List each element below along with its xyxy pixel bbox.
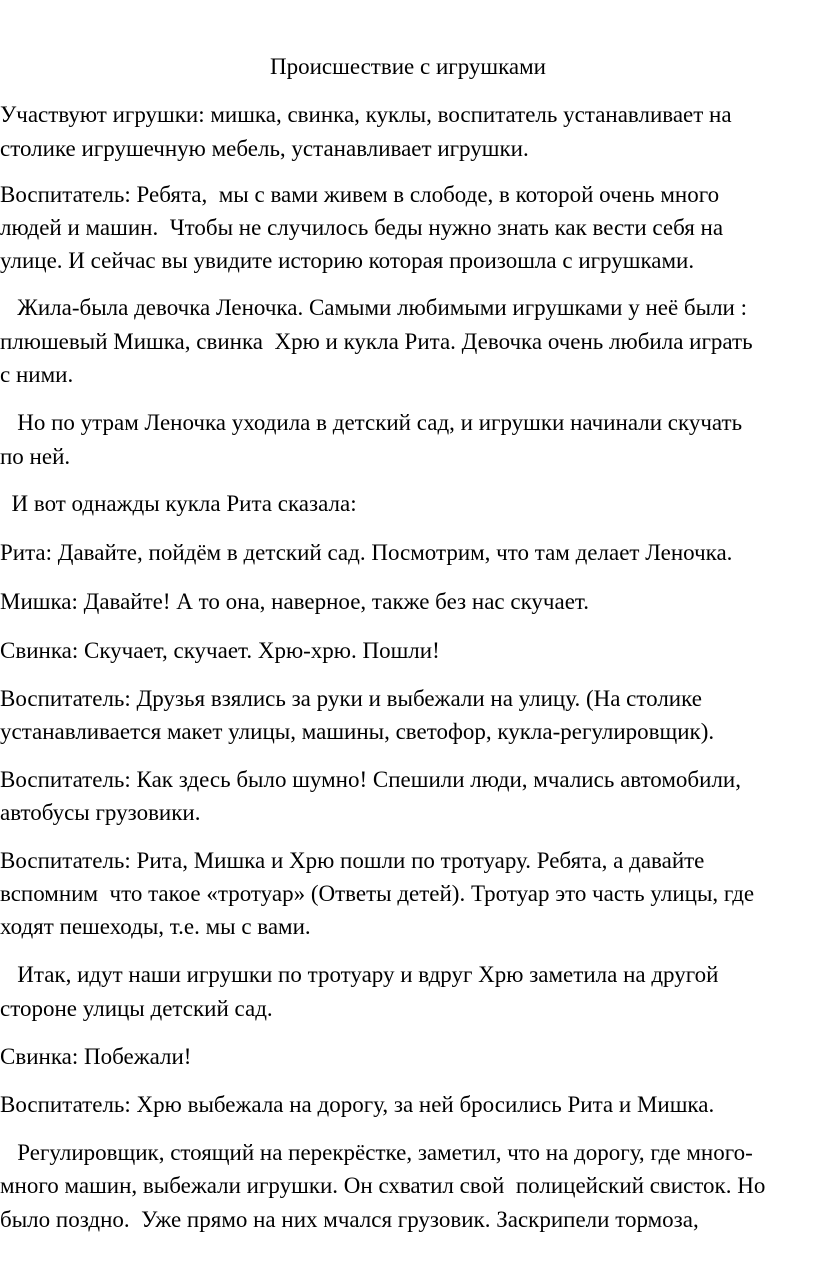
paragraph-line: Воспитатель: Друзья взялись за руки и выбежали на улицу. (На столике <box>0 686 702 711</box>
paragraph-line: стороне улицы детский сад. <box>0 996 273 1021</box>
paragraph-line: Участвуют игрушки: мишка, свинка, куклы, воспитатель устанавливает на <box>0 102 732 127</box>
paragraph-line: Регулировщик, стоящий на перекрёстке, заметил, что на дорогу, где много- <box>0 1140 753 1165</box>
paragraph-line: Свинка: Побежали! <box>0 1044 192 1069</box>
paragraph-line: ходят пешеходы, т.е. мы с вами. <box>0 914 311 939</box>
document-title: Происшествие с игрушками <box>269 54 546 79</box>
paragraph-line: автобусы грузовики. <box>0 800 201 825</box>
paragraph-line: Воспитатель: Ребята, мы с вами живем в слободе, в которой очень много <box>0 182 720 207</box>
paragraph-line: много машин, выбежали игрушки. Он схватил свой полицейский свисток. Но <box>0 1173 766 1198</box>
paragraph-line: улице. И сейчас вы увидите историю которая произошла с игрушками. <box>0 248 695 273</box>
paragraph-line: было поздно. Уже прямо на них мчался грузовик. Заскрипели тормоза, <box>0 1207 699 1232</box>
paragraph-line: Но по утрам Леночка уходила в детский сад, и игрушки начинали скучать <box>0 410 743 435</box>
paragraph-line: Воспитатель: Рита, Мишка и Хрю пошли по тротуару. Ребята, а давайте <box>0 848 705 873</box>
paragraph-line: вспомним что такое «тротуар» (Ответы детей). Тротуар это часть улицы, где <box>0 881 755 906</box>
paragraph-line: Рита: Давайте, пойдём в детский сад. Посмотрим, что там делает Леночка. <box>0 540 733 565</box>
paragraph-line: людей и машин. Чтобы не случилось беды нужно знать как вести себя на <box>0 215 724 240</box>
paragraph-line: И вот однажды кукла Рита сказала: <box>0 491 357 516</box>
paragraph-line: устанавливается макет улицы, машины, светофор, кукла-регулировщик). <box>0 719 715 744</box>
paragraph-line: Мишка: Давайте! А то она, наверное, также без нас скучает. <box>0 589 589 614</box>
paragraph-line: Жила-была девочка Леночка. Самыми любимыми игрушками у неё были : <box>0 295 748 320</box>
paragraph-line: Воспитатель: Как здесь было шумно! Спешили люди, мчались автомобили, <box>0 767 741 792</box>
paragraph-line: с ними. <box>0 362 74 387</box>
paragraph-line: Свинка: Скучает, скучает. Хрю-хрю. Пошли! <box>0 638 440 663</box>
paragraph-line: Воспитатель: Хрю выбежала на дорогу, за ней бросились Рита и Мишка. <box>0 1092 715 1117</box>
paragraph-line: по ней. <box>0 444 71 469</box>
paragraph-line: Итак, идут наши игрушки по тротуару и вдруг Хрю заметила на другой <box>0 962 719 987</box>
paragraph-line: плюшевый Мишка, свинка Хрю и кукла Рита. Девочка очень любила играть <box>0 329 753 354</box>
paragraph-line: столике игрушечную мебель, устанавливает игрушки. <box>0 136 529 161</box>
